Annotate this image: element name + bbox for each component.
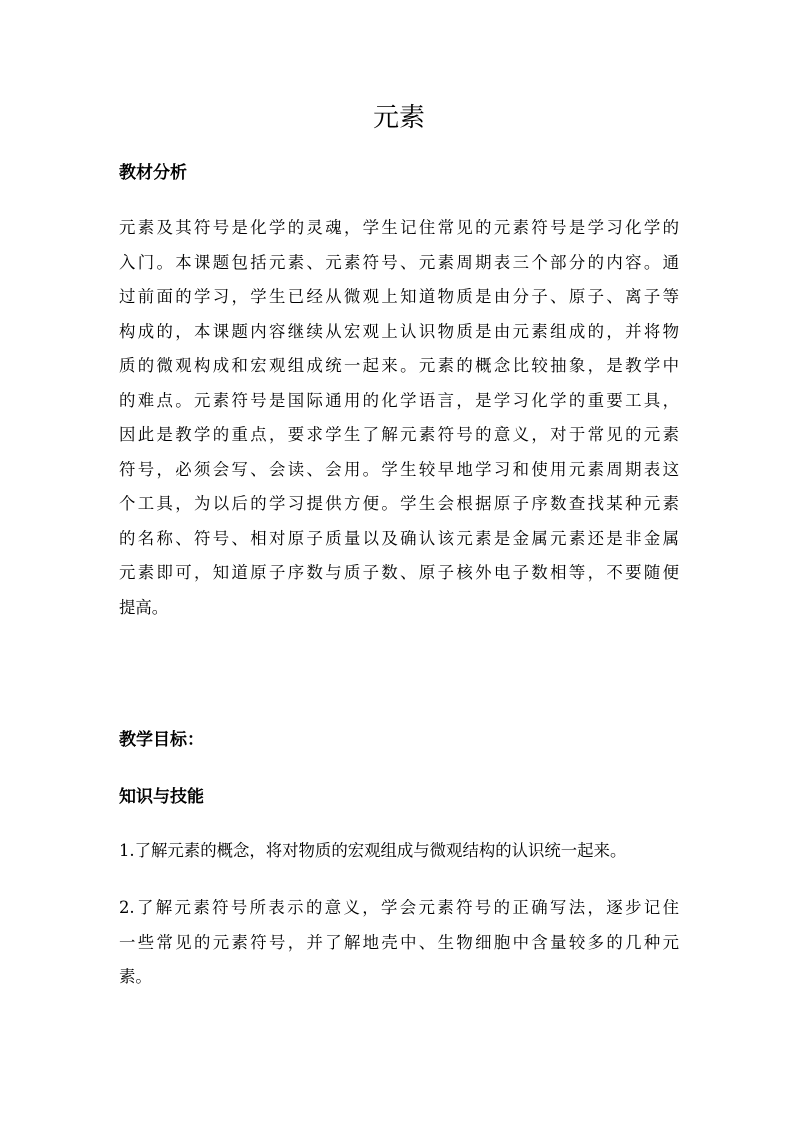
paragraph-line: 构成的，本课题内容继续从宏观上认识物质是由元素组成的，并将物	[119, 321, 679, 341]
section-heading-goals: 教学目标：	[119, 730, 204, 750]
paragraph-line: 质的微观构成和宏观组成统一起来。元素的概念比较抽象，是教学中	[119, 356, 679, 375]
paragraph-line: 的难点。元素符号是国际通用的化学语言，是学习化学的重要工具，	[119, 390, 679, 410]
goal-line: 素。	[119, 967, 152, 986]
goal-line: 1.了解元素的概念，将对物质的宏观组成与微观结构的认识统一起来。	[119, 841, 627, 860]
paragraph-line: 的名称、符号、相对原子质量以及确认该元素是金属元素还是非金属	[119, 528, 679, 548]
section-heading-analysis: 教材分析	[119, 163, 187, 183]
paragraph-line: 元素即可，知道原子序数与质子数、原子核外电子数相等，不要随便	[119, 563, 679, 582]
paragraph-line: 因此是教学的重点，要求学生了解元素符号的意义，对于常见的元素	[119, 425, 679, 444]
paragraph-line: 元素及其符号是化学的灵魂，学生记住常见的元素符号是学习化学的	[119, 218, 679, 237]
analysis-paragraph	[119, 211, 679, 625]
paragraph-line: 过前面的学习，学生已经从微观上知道物质是由分子、原子、离子等	[119, 287, 679, 306]
goal-item-1	[119, 834, 679, 869]
goal-line: 2.了解元素符号所表示的意义，学会元素符号的正确写法，逐步记住	[119, 898, 679, 917]
goal-item-2	[119, 891, 679, 995]
page-title: 元素	[372, 103, 425, 133]
paragraph-line: 入门。本课题包括元素、元素符号、元素周期表三个部分的内容。通	[119, 252, 679, 272]
paragraph-line: 个工具，为以后的学习提供方便。学生会根据原子序数查找某种元素	[119, 494, 679, 513]
goal-line: 一些常见的元素符号，并了解地壳中、生物细胞中含量较多的几种元	[119, 932, 679, 952]
paragraph-line: 提高。	[119, 597, 169, 617]
subheading-knowledge-skills: 知识与技能	[119, 787, 204, 807]
paragraph-line: 符号，必须会写、会读、会用。学生较早地学习和使用元素周期表这	[119, 459, 679, 479]
